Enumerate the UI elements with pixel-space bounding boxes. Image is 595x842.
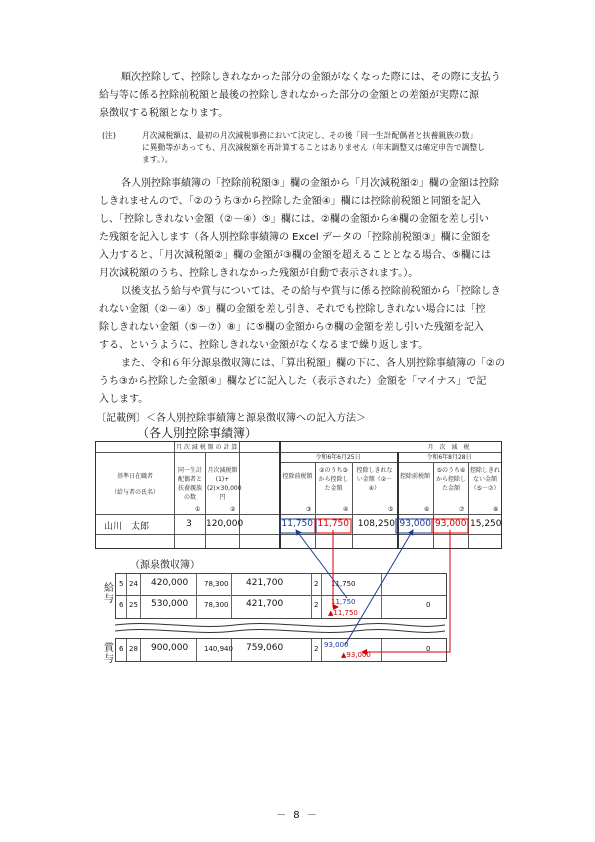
arrow-bonus-deducted-to-minus — [362, 530, 450, 652]
pre-deduction-tax-2: 93,000 — [399, 519, 431, 529]
page-number: － 8 － — [276, 810, 319, 821]
extra: 0 — [426, 601, 431, 609]
month: 6 — [119, 601, 124, 609]
tax: 11,750 — [331, 598, 356, 606]
arrow-tax-to-ledger — [296, 530, 347, 598]
dependents: 2 — [314, 580, 319, 588]
net-amount: 421,700 — [246, 578, 284, 588]
col-header: 控除しきれない金額（②－④） — [356, 467, 393, 492]
col-header: 月次減税額 (1)+(2)×30,000円 — [207, 467, 242, 501]
col-number: ① — [195, 506, 201, 513]
highlight-box — [280, 519, 316, 533]
arrow-bonus-tax-to-ledger — [345, 530, 413, 645]
pay-amount: 900,000 — [151, 643, 189, 653]
bonus-side-label: 賞与 — [104, 643, 114, 665]
withholding-title: （源泉徴収簿） — [130, 560, 200, 571]
paragraph-line: 各人別控除事績簿の「控除前税額③」欄の金額から「月次減税額②」欄の金額は控除 — [121, 178, 499, 189]
day: 28 — [129, 645, 138, 653]
col-header: ②のうち③から控除した金額 — [318, 467, 349, 492]
dependents: 2 — [314, 601, 319, 609]
date-header: 令和6年6月25日 — [315, 454, 361, 461]
month: 6 — [119, 645, 124, 653]
day: 24 — [129, 580, 138, 588]
pay-amount: 530,000 — [151, 599, 189, 609]
col-number: ② — [230, 506, 236, 513]
highlight-box — [396, 519, 432, 533]
name-header-sub: （給与者の氏名） — [110, 489, 159, 496]
minus-amount: ▲93,000 — [341, 651, 371, 659]
monthly-reduction-header: 月 次 減 税 — [427, 444, 470, 451]
extra: 0 — [426, 645, 431, 653]
col-header: 同一生計配偶者と扶養親族の数 — [177, 467, 202, 501]
date-header: 令和6年8月28日 — [426, 454, 472, 461]
paragraph-line: 泉徴収する税額となります。 — [99, 108, 229, 119]
monthly-reduction: 120,000 — [206, 519, 244, 529]
paragraph-line: しきれませんので、「②のうち③から控除した金額④」欄には控除前税額と同額を記入 — [99, 196, 481, 207]
col-number: ③ — [306, 506, 312, 513]
col-number: ⑤ — [388, 506, 394, 513]
month: 5 — [119, 580, 124, 588]
paragraph-line: 除しきれない金額（⑤－⑦）⑧」に⑤欄の金額から⑦欄の金額を差し引いた残額を記入 — [99, 322, 484, 333]
paragraph-line: 入します。 — [99, 394, 149, 405]
net-amount: 759,060 — [246, 643, 284, 653]
note-line: に異動等があっても、月次減税額を再計算することはありません（年末調整又は確定申告で調整し — [142, 143, 485, 152]
pre-deduction-tax: 11,750 — [281, 519, 313, 529]
tax: 11,750 — [331, 580, 356, 588]
remaining-amount-2: 15,250 — [470, 519, 502, 529]
arrow-deducted-to-minus — [333, 530, 338, 607]
paragraph-line: 給与等に係る控除前税額と最後の控除しきれなかった部分の金額との差額が実際に源 — [99, 90, 479, 101]
col-number: ⑦ — [459, 506, 465, 513]
col-header: 控除前税額 — [282, 473, 313, 480]
minus-amount: ▲11,750 — [328, 609, 358, 617]
social-insurance: 140,940 — [204, 645, 233, 653]
note-line: ます。）。 — [142, 155, 173, 164]
col-header: 控除しきれない金額（⑤－⑦） — [470, 467, 501, 492]
paragraph-line: し、「控除しきれない金額（②－④）⑤」欄には、②欄の金額から④欄の金額を差し引い — [99, 214, 489, 225]
note-line: 月次減税額は、最初の月次減税事務において決定し、その後「同一生計配偶者と扶養親族の数」 — [142, 131, 478, 140]
col-number: ④ — [343, 506, 349, 513]
ledger-title: （各人別控除事績簿） — [137, 426, 258, 440]
social-insurance: 78,300 — [204, 580, 229, 588]
col-number: ⑥ — [424, 506, 430, 513]
social-insurance: 78,300 — [204, 601, 229, 609]
deducted-amount-2: 93,000 — [435, 519, 467, 529]
dependents: 2 — [314, 645, 319, 653]
monthly-reduction-calc-header: 月 次 減 税 額 の 計 算 — [176, 444, 238, 451]
net-amount: 421,700 — [246, 599, 284, 609]
paragraph-line: 以後支払う給与や賞与については、その給与や賞与に係る控除前税額から「控除しき — [121, 286, 501, 297]
paragraph-line: 月次減税額のうち、控除しきれなかった残額が自動で表示されます。）。 — [99, 268, 419, 279]
paragraph-line: する、というように、控除しきれない金額がなくなるまで繰り返します。 — [99, 340, 429, 351]
col-number: ⑧ — [493, 506, 499, 513]
pay-amount: 420,000 — [151, 578, 189, 588]
remaining-amount: 108,250 — [357, 519, 395, 529]
tax: 93,000 — [324, 641, 349, 649]
salary-side-label: 給与 — [104, 583, 114, 605]
employee-name: 山川 太郎 — [104, 522, 150, 532]
paragraph-line: 入力すると、「月次減税額②」欄の金額が③欄の金額を超えることとなる場合、⑤欄には — [99, 250, 491, 261]
name-header: 基準日在職者 — [116, 473, 153, 480]
col-header: 控除前税額 — [399, 473, 430, 480]
paragraph-line: た残額を記入します（各人別控除事績簿の Excel データの「控除前税額③」欄に金額を — [99, 232, 491, 243]
paragraph-line: また、令和６年分源泉徴収簿には、「算出税額」欄の下に、各人別控除事績簿の「②の — [121, 358, 505, 369]
paragraph-line: れない金額（②－④）⑤」欄の金額を差し引き、それでも控除しきれない場合には「控 — [99, 304, 486, 315]
paragraph-line: うち③から控除した金額④」欄などに記入した（表示された）金額を「マイナス」で記 — [99, 376, 487, 387]
col-header: ⑤のうち⑥から控除した金額 — [435, 467, 466, 492]
deducted-amount: 11,750 — [317, 519, 349, 529]
dependents-count: 3 — [186, 519, 192, 529]
paragraph-line: 順次控除して、控除しきれなかった部分の金額がなくなった際には、その際に支払う — [121, 72, 501, 83]
note-label: (注) — [102, 131, 116, 140]
day: 25 — [129, 601, 138, 609]
example-heading: 〔記載例〕＜各人別控除事績簿と源泉徴収簿への記入方法＞ — [96, 413, 366, 424]
